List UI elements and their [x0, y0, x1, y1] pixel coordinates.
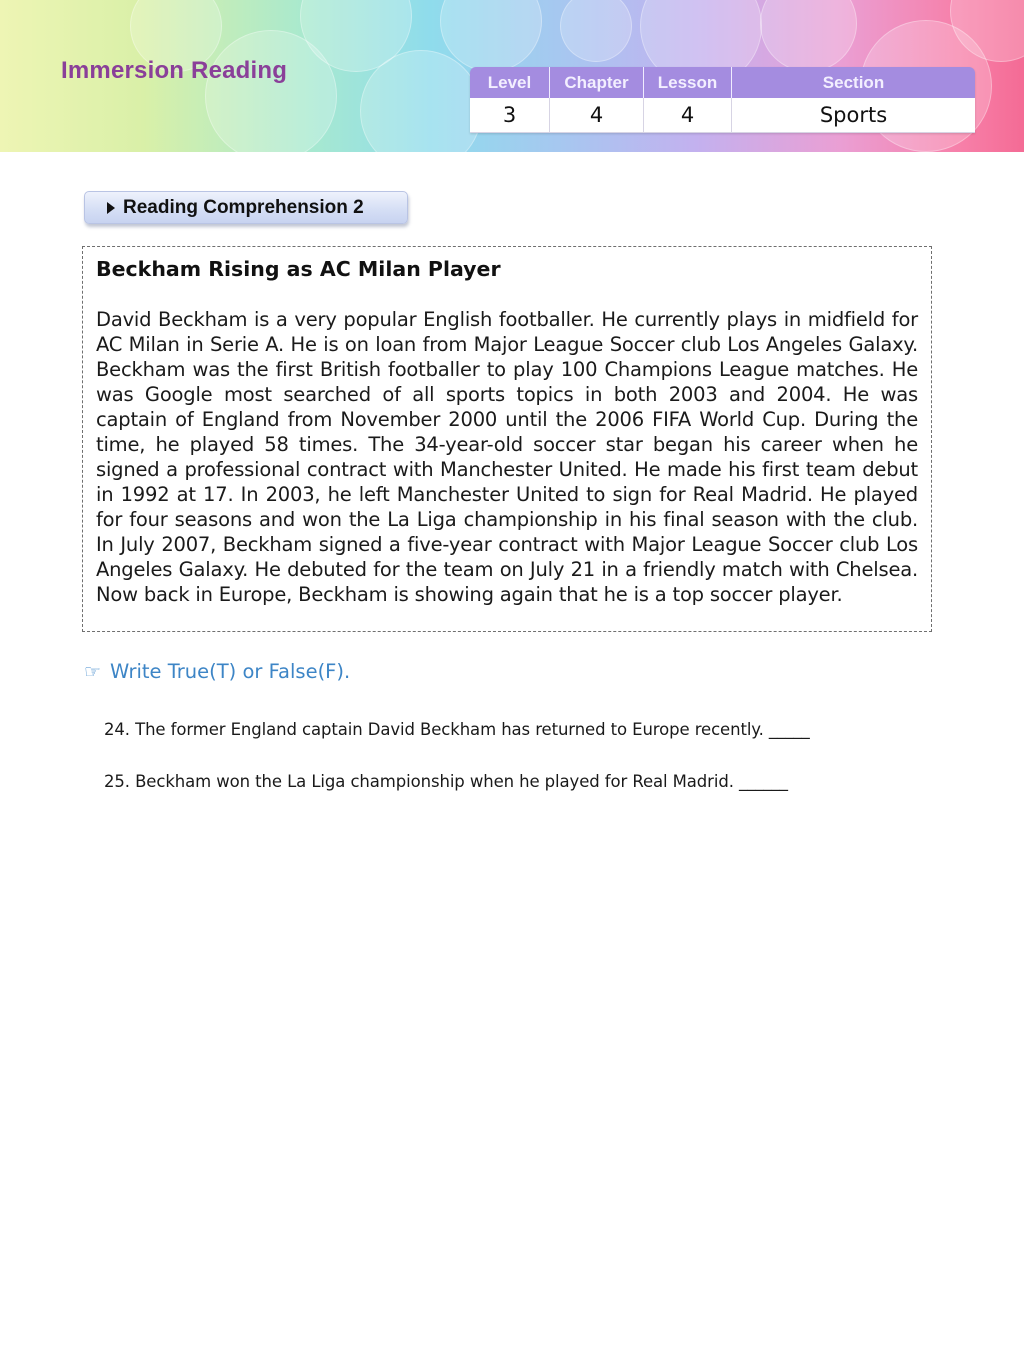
section-tab — [84, 191, 408, 224]
section-tab-label: Reading Comprehension 2 — [123, 196, 364, 218]
article-body: David Beckham is a very popular English footballer. He currently plays in midfield for AC Milan in Serie A. He is on loan from Major League Soccer club Los Angeles Galaxy. Beckham was the first British footballer to play 100 Champions League matches. He was Google most searched of all sports topics in both 2003 and 2004. He was captain of England from November 2000 until the 2006 FIFA World Cup. During the time, he played 58 times. The 34-year-old soccer star began his career when he signed a professional contract with Manchester United. He made his first team debut in 1992 at 17. In 2003, he left Manchester United to sign for Real Madrid. He played for four seasons and won the La Liga championship in his final season with the club. In July 2007, Beckham signed a five-year contract with Major League Soccer club Los Angeles Galaxy. He debuted for the team on July 21 in a friendly match with Chelsea. Now back in Europe, Beckham is showing again that he is a top soccer player. — [96, 308, 918, 606]
exercise-instruction — [84, 660, 350, 683]
article-title: Beckham Rising as AC Milan Player — [96, 257, 501, 281]
info-label-chapter: Chapter — [550, 67, 644, 98]
pointing-hand-icon: ☞ — [84, 660, 102, 683]
lesson-info-table — [470, 67, 975, 133]
triangle-right-icon — [107, 202, 115, 214]
brand-title: Immersion Reading — [61, 57, 288, 84]
info-label-section: Section — [732, 67, 975, 98]
info-label-level: Level — [470, 67, 550, 98]
info-label-lesson: Lesson — [644, 67, 732, 98]
question-24: 24. The former England captain David Beckham has returned to Europe recently. _____ — [104, 720, 810, 739]
info-value-chapter: 4 — [550, 98, 644, 133]
decorative-bubble — [560, 0, 632, 62]
decorative-bubble — [760, 0, 857, 72]
question-25: 25. Beckham won the La Liga championship when he played for Real Madrid. ______ — [104, 772, 788, 791]
header-banner — [0, 0, 1024, 152]
info-value-lesson: 4 — [644, 98, 732, 133]
info-value-level: 3 — [470, 98, 550, 133]
reading-passage-box — [82, 246, 932, 632]
instruction-text: Write True(T) or False(F). — [110, 660, 351, 683]
info-value-section: Sports — [732, 98, 975, 133]
